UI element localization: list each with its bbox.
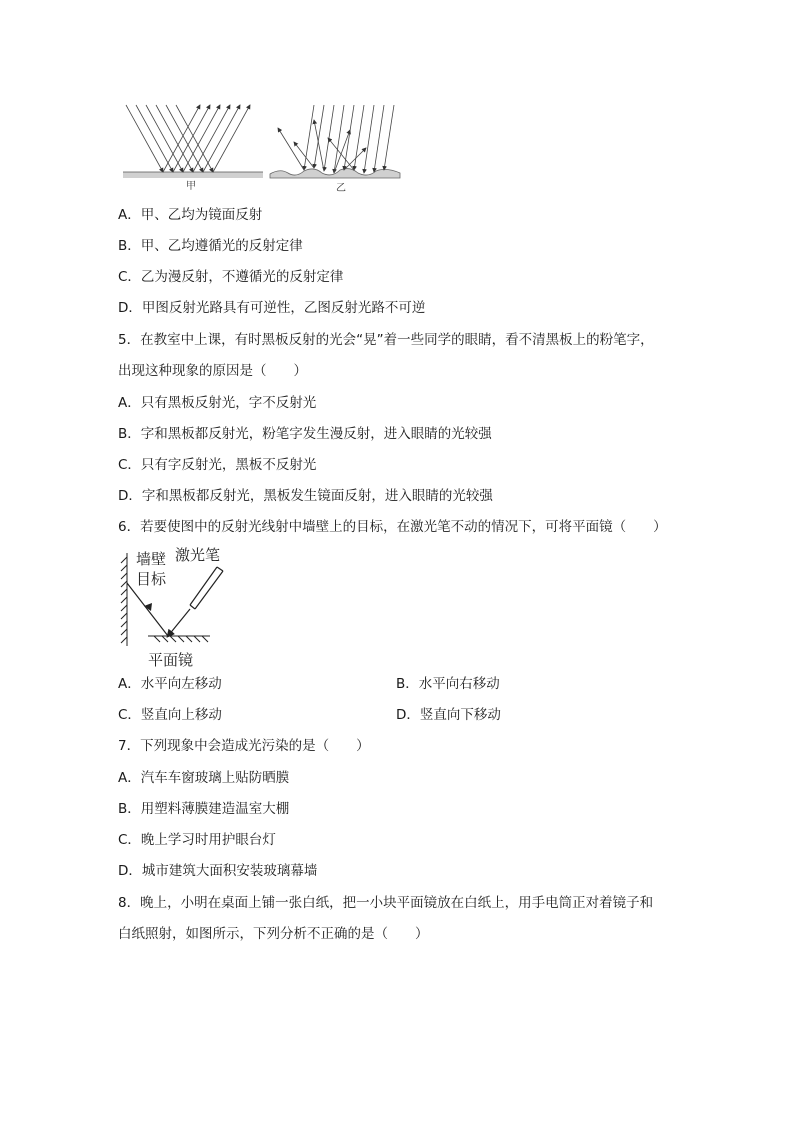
q6-option-d: D．竖直向下移动 — [396, 707, 501, 723]
q6-option-c: C．竖直向上移动 — [118, 707, 222, 723]
q4-option-b: B．甲、乙均遵循光的反射定律 — [118, 238, 303, 254]
reflection-figure — [118, 100, 408, 195]
q6-stem: 6．若要使图中的反射光线射中墙壁上的目标，在激光笔不动的情况下，可将平面镜（ ） — [118, 519, 667, 535]
q8-stem-line2: 白纸照射，如图所示，下列分析不正确的是（ ） — [118, 926, 429, 942]
q8-stem-line1: 8．晚上，小明在桌面上铺一张白纸，把一小块平面镜放在白纸上，用手电筒正对着镜子和 — [118, 895, 654, 911]
target-label: 目标 — [136, 570, 167, 588]
q4-option-d: D．甲图反射光路具有可逆性，乙图反射光路不可逆 — [118, 300, 426, 316]
figure-label-yi: 乙 — [336, 183, 346, 194]
diffuse-reflection-diagram — [270, 105, 400, 178]
q5-option-a: A．只有黑板反射光，字不反射光 — [118, 395, 317, 411]
q5-option-c: C．只有字反射光，黑板不反射光 — [118, 457, 317, 473]
q4-option-a: A．甲、乙均为镜面反射 — [118, 207, 263, 223]
q6-option-b: B．水平向右移动 — [396, 676, 500, 692]
laser-label: 激光笔 — [175, 546, 221, 564]
q7-stem: 7．下列现象中会造成光污染的是（ ） — [118, 738, 370, 754]
incident-ray — [168, 609, 190, 636]
laser-mirror-figure — [118, 543, 243, 671]
laser-pen — [190, 567, 223, 609]
figure-label-jia: 甲 — [186, 181, 196, 192]
q7-option-d: D．城市建筑大面积安装玻璃幕墙 — [118, 863, 318, 879]
q5-stem-line1: 5．在教室中上课，有时黑板反射的光会“晃”着一些同学的眼睛，看不清黑板上的粉笔字， — [118, 332, 654, 348]
q7-option-b: B．用塑料薄膜建造温室大棚 — [118, 801, 290, 817]
q5-stem-line2: 出现这种现象的原因是（ ） — [118, 363, 307, 379]
q6-option-a: A．水平向左移动 — [118, 676, 222, 692]
q7-option-c: C．晚上学习时用护眼台灯 — [118, 832, 276, 848]
q5-option-b: B．字和黑板都反射光，粉笔字发生漫反射，进入眼睛的光较强 — [118, 426, 492, 442]
plane-mirror — [148, 636, 210, 642]
mirror-label: 平面镜 — [148, 651, 194, 669]
wall — [121, 553, 127, 646]
q4-option-c: C．乙为漫反射，不遵循光的反射定律 — [118, 269, 344, 285]
specular-reflection-diagram — [123, 105, 263, 178]
wall-label: 墙壁 — [136, 550, 167, 568]
q7-option-a: A．汽车车窗玻璃上贴防晒膜 — [118, 770, 290, 786]
q5-option-d: D．字和黑板都反射光，黑板发生镜面反射，进入眼睛的光较强 — [118, 488, 493, 504]
reflected-ray — [127, 583, 168, 636]
